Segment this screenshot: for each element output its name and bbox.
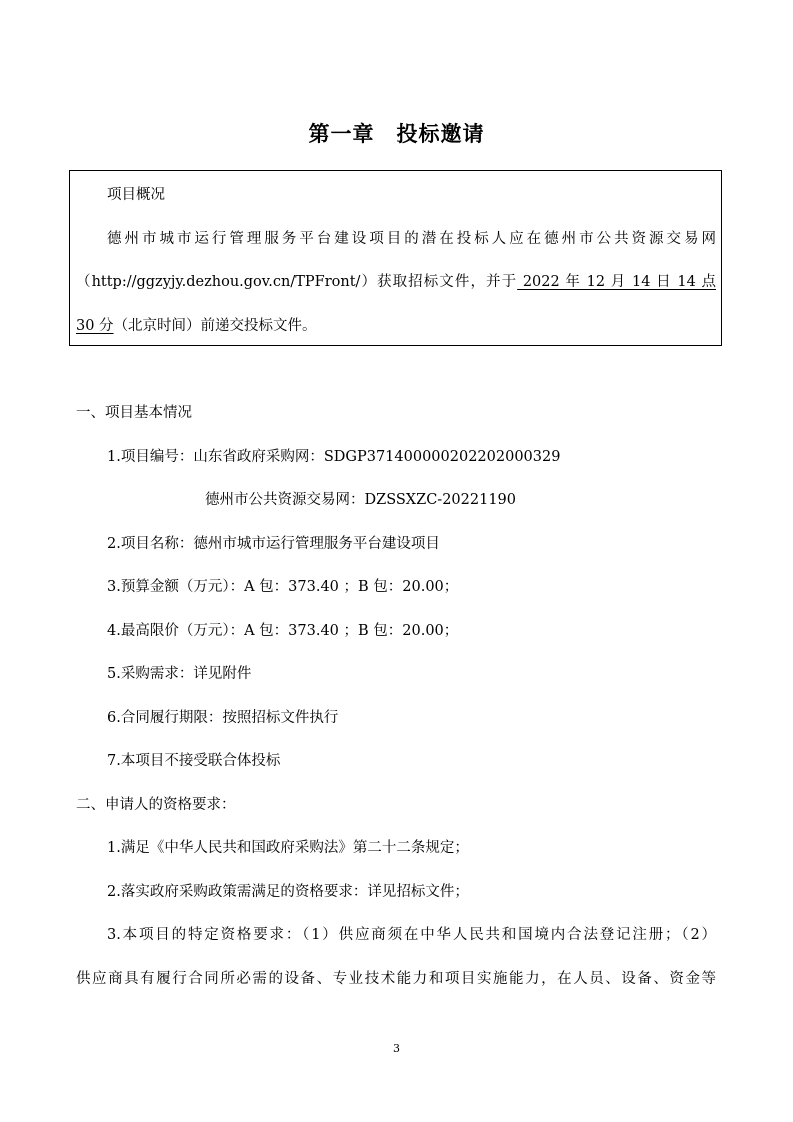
maximum-price: 4.最高限价（万元）：A 包：373.40 ；B 包：20.00； [107,623,459,639]
contract-period: 6.合同履行期限：按照招标文件执行 [107,710,339,726]
overview-deadline-time: 30 分 [76,318,114,334]
qualification-3-continued: 供应商具有履行合同所必需的设备、专业技术能力和项目实施能力，在人员、设备、资金等 [76,971,716,987]
consortium-note: 7.本项目不接受联合体投标 [107,753,281,769]
chapter-title: 第一章 投标邀请 [308,122,485,146]
overview-deadline-note: （北京时间）前递交投标文件。 [113,318,317,334]
procurement-requirement: 5.采购需求：详见附件 [107,666,252,682]
qualification-2: 2.落实政府采购政策需满足的资格要求：详见招标文件； [107,884,469,900]
budget-amount: 3.预算金额（万元）：A 包：373.40 ；B 包：20.00； [107,579,459,595]
qualification-1: 1.满足《中华人民共和国政府采购法》第二十二条规定； [107,840,469,856]
qualification-3: 3.本项目的特定资格要求：（1）供应商须在中华人民共和国境内合法登记注册；（2） [107,927,716,943]
project-number: 1.项目编号：山东省政府采购网：SDGP371400000202202000329 [107,449,561,465]
section-1-heading: 一、项目基本情况 [76,405,192,421]
overview-line-3 [76,316,317,336]
page-number: 3 [393,1042,400,1055]
overview-line-1: 德州市城市运行管理服务平台建设项目的潜在投标人应在德州市公共资源交易网 [107,231,716,247]
overview-deadline-date: 2022 年 12 月 14 日 14 点 [517,274,716,290]
section-2-heading: 二、申请人的资格要求： [76,797,236,813]
overview-line-2 [76,272,716,292]
project-name: 2.项目名称：德州市城市运行管理服务平台建设项目 [107,536,440,552]
project-number-trading: 德州市公共资源交易网：DZSSXZC-20221190 [205,492,517,508]
overview-heading: 项目概况 [107,187,165,203]
overview-website: （http://ggzyjy.dezhou.gov.cn/TPFront/）获取招标文件，并于 [76,274,518,290]
